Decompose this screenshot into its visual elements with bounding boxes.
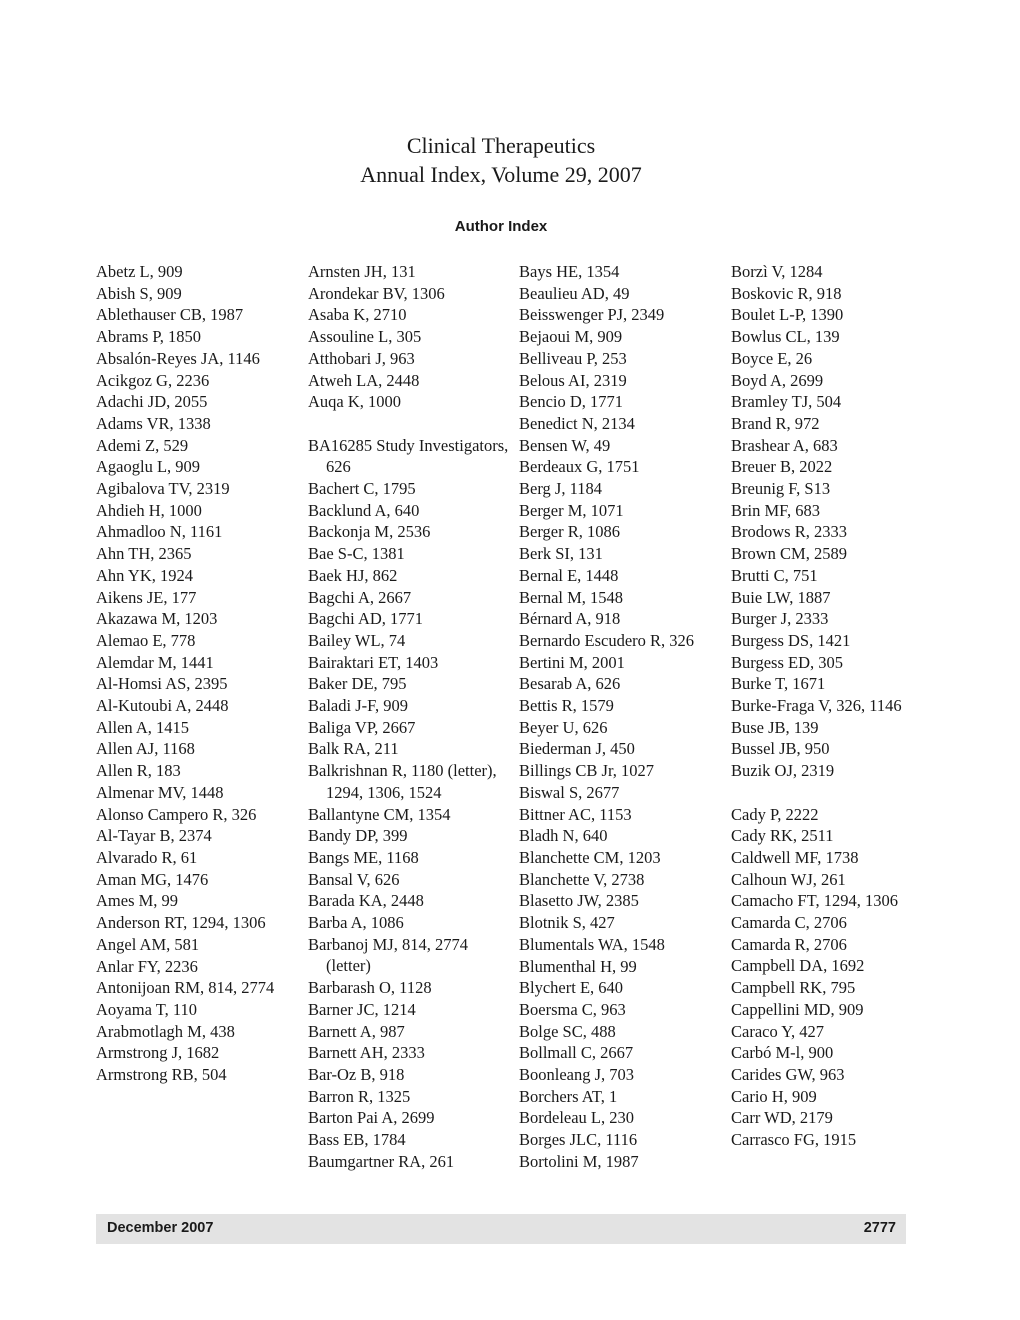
- author-entry: Baladi J-F, 909: [308, 696, 408, 716]
- author-entry: Berger R, 1086: [519, 522, 620, 542]
- author-entry: Arnsten JH, 131: [308, 262, 416, 281]
- author-entry: Armstrong J, 1682: [96, 1043, 220, 1063]
- author-entry: Benedict N, 2134: [519, 413, 635, 433]
- author-entry: Burgess ED, 305: [731, 652, 843, 672]
- author-entry: Bittner AC, 1153: [519, 804, 632, 824]
- author-entry: Anlar FY, 2236: [96, 956, 198, 976]
- author-entry: Carr WD, 2179: [731, 1108, 833, 1128]
- author-entry: Burke T, 1671: [731, 674, 826, 694]
- author-entry: Buse JB, 139: [731, 717, 819, 737]
- author-entry: Anderson RT, 1294, 1306: [96, 913, 266, 933]
- author-entry: Bae S-C, 1381: [308, 544, 405, 564]
- author-entry: Buzik OJ, 2319: [731, 761, 835, 781]
- author-entry: Al-Tayar B, 2374: [96, 826, 212, 846]
- author-entry: Bernal M, 1548: [519, 587, 624, 607]
- author-entry: Camarda R, 2706: [731, 934, 847, 954]
- author-entry: Allen R, 183: [96, 761, 181, 781]
- index-column-3: [519, 261, 724, 1173]
- author-entry: Carides GW, 963: [731, 1065, 845, 1084]
- index-column-4: [731, 261, 936, 1151]
- author-entry: Abish S, 909: [96, 283, 182, 303]
- author-entry: Blanchette V, 2738: [519, 869, 645, 889]
- author-entry: Backonja M, 2536: [308, 522, 431, 542]
- author-entry: Atweh LA, 2448: [308, 370, 420, 390]
- author-entry: Bays HE, 1354: [519, 262, 620, 281]
- author-entry: Burke-Fraga V, 326, 1146: [731, 696, 902, 716]
- author-entry: Brand R, 972: [731, 413, 820, 433]
- author-entry: Blanchette CM, 1203: [519, 847, 661, 867]
- author-entry: Bejaoui M, 909: [519, 327, 623, 347]
- page-footer: [96, 1214, 906, 1244]
- author-entry: Arondekar BV, 1306: [308, 283, 445, 303]
- author-entry: Beaulieu AD, 49: [519, 283, 630, 303]
- author-entry: Bencio D, 1771: [519, 392, 624, 412]
- author-entry: Adams VR, 1338: [96, 413, 211, 433]
- author-entry: Ahn YK, 1924: [96, 565, 194, 585]
- author-entry: Abetz L, 909: [96, 262, 183, 281]
- author-entry: Barner JC, 1214: [308, 999, 416, 1019]
- author-entry: Blumentals WA, 1548: [519, 934, 665, 954]
- author-entry: Balkrishnan R, 1180 (letter), 1294, 1306, 1524: [308, 761, 497, 802]
- author-entry: Boersma C, 963: [519, 999, 626, 1019]
- author-entry: Bolge SC, 488: [519, 1021, 616, 1041]
- author-entry: Belliveau P, 253: [519, 348, 627, 368]
- author-entry: Barbarash O, 1128: [308, 978, 432, 998]
- author-entry: Cady RK, 2511: [731, 826, 834, 846]
- author-entry: Angel AM, 581: [96, 934, 200, 954]
- author-entry: Bernal E, 1448: [519, 565, 619, 585]
- author-entry: Campbell RK, 795: [731, 978, 856, 998]
- author-entry: Brown CM, 2589: [731, 544, 847, 564]
- author-entry: Bachert C, 1795: [308, 479, 416, 499]
- author-entry: Bagchi A, 2667: [308, 587, 412, 607]
- author-entry: Barnett AH, 2333: [308, 1043, 425, 1063]
- author-entry: Adachi JD, 2055: [96, 392, 208, 412]
- author-entry: Barba A, 1086: [308, 913, 404, 933]
- author-entry: Aman MG, 1476: [96, 869, 209, 889]
- author-entry: Blumenthal H, 99: [519, 956, 637, 976]
- author-entry: Almenar MV, 1448: [96, 782, 224, 802]
- author-entry: Biederman J, 450: [519, 739, 635, 759]
- author-entry: Backlund A, 640: [308, 500, 420, 520]
- author-entry: Allen A, 1415: [96, 717, 190, 737]
- author-entry: Ballantyne CM, 1354: [308, 804, 451, 824]
- author-entry: Bernardo Escudero R, 326: [519, 630, 695, 650]
- author-entry: Alvarado R, 61: [96, 847, 198, 867]
- author-entry: Absalón-Reyes JA, 1146: [96, 348, 260, 368]
- author-entry: Auqa K, 1000: [308, 392, 402, 412]
- author-entry: Atthobari J, 963: [308, 348, 415, 368]
- author-entry: Abrams P, 1850: [96, 327, 201, 347]
- author-entry: Acikgoz G, 2236: [96, 370, 210, 390]
- author-entry: Brutti C, 751: [731, 565, 818, 585]
- author-entry: Bettis R, 1579: [519, 696, 614, 716]
- author-entry: Antonijoan RM, 814, 2774: [96, 978, 275, 998]
- author-entry: Arabmotlagh M, 438: [96, 1021, 235, 1041]
- author-entry: Ahmadloo N, 1161: [96, 522, 223, 542]
- author-entry: Blasetto JW, 2385: [519, 891, 639, 911]
- author-entry: Ahn TH, 2365: [96, 544, 192, 564]
- author-entry: Bairaktari ET, 1403: [308, 652, 439, 672]
- author-entry: Al-Homsi AS, 2395: [96, 674, 228, 694]
- author-entry: Boskovic R, 918: [731, 283, 842, 303]
- author-entry: Caraco Y, 427: [731, 1021, 825, 1041]
- author-entry: Blotnik S, 427: [519, 913, 615, 933]
- index-subtitle: Annual Index, Volume 29, 2007: [360, 162, 642, 187]
- author-entry: Cady P, 2222: [731, 804, 819, 824]
- author-entry: Camarda C, 2706: [731, 913, 847, 933]
- author-entry: Baek HJ, 862: [308, 565, 398, 585]
- author-entry: Aikens JE, 177: [96, 587, 197, 607]
- index-column-1: [96, 261, 301, 1086]
- author-entry: Bordeleau L, 230: [519, 1108, 635, 1128]
- author-entry: Baker DE, 795: [308, 674, 407, 694]
- author-entry: Buie LW, 1887: [731, 587, 831, 607]
- journal-title: Clinical Therapeutics: [406, 133, 596, 158]
- author-entry: Brodows R, 2333: [731, 522, 847, 542]
- author-entry: Bussel JB, 950: [731, 739, 830, 759]
- author-entry: Asaba K, 2710: [308, 305, 407, 325]
- author-entry: Ademi Z, 529: [96, 435, 189, 455]
- author-entry: Armstrong RB, 504: [96, 1065, 227, 1085]
- author-entry: Ames M, 99: [96, 891, 179, 911]
- author-entry: Carrasco FG, 1915: [731, 1130, 857, 1150]
- letter-gap: [308, 413, 513, 435]
- author-entry: Belous AI, 2319: [519, 370, 627, 390]
- author-entry: Alemao E, 778: [96, 630, 196, 650]
- author-entry: Alonso Campero R, 326: [96, 804, 257, 824]
- author-entry: Baumgartner RA, 261: [308, 1151, 455, 1171]
- author-entry: Borges JLC, 1116: [519, 1130, 638, 1150]
- author-entry: Assouline L, 305: [308, 327, 422, 347]
- author-entry: Breunig F, S13: [731, 479, 831, 499]
- author-entry: Burgess DS, 1421: [731, 630, 851, 650]
- author-entry: Beyer U, 626: [519, 717, 608, 737]
- author-entry: Barron R, 1325: [308, 1086, 411, 1106]
- author-entry: Allen AJ, 1168: [96, 739, 195, 759]
- author-entry: Berger M, 1071: [519, 500, 624, 520]
- author-entry: Burger J, 2333: [731, 609, 829, 629]
- author-entry: Ablethauser CB, 1987: [96, 305, 244, 325]
- author-entry: Bar-Oz B, 918: [308, 1065, 405, 1084]
- section-heading: Author Index: [454, 218, 548, 235]
- author-entry: Carbó M-l, 900: [731, 1043, 834, 1063]
- author-entry: Agaoglu L, 909: [96, 457, 201, 477]
- author-entry: Camacho FT, 1294, 1306: [731, 891, 898, 911]
- author-entry: Bérnard A, 918: [519, 609, 621, 629]
- author-entry: Aoyama T, 110: [96, 999, 197, 1019]
- author-entry: Bensen W, 49: [519, 435, 611, 455]
- author-entry: Bramley TJ, 504: [731, 392, 842, 412]
- author-entry: Bagchi AD, 1771: [308, 609, 424, 629]
- author-entry: BA16285 Study Investigators, 626: [308, 435, 509, 477]
- author-entry: Barbanoj MJ, 814, 2774 (letter): [308, 934, 468, 976]
- author-entry: Campbell DA, 1692: [731, 956, 865, 976]
- author-entry: Besarab A, 626: [519, 674, 621, 694]
- author-entry: Bladh N, 640: [519, 826, 608, 846]
- author-entry: Bailey WL, 74: [308, 630, 406, 650]
- author-entry: Barada KA, 2448: [308, 891, 424, 911]
- author-entry: Breuer B, 2022: [731, 457, 833, 477]
- author-entry: Borchers AT, 1: [519, 1086, 618, 1106]
- author-entry: Balk RA, 211: [308, 739, 399, 759]
- author-entry: Berdeaux G, 1751: [519, 457, 640, 477]
- author-entry: Bansal V, 626: [308, 869, 400, 889]
- author-entry: Bowlus CL, 139: [731, 327, 840, 347]
- author-entry: Brin MF, 683: [731, 500, 820, 520]
- author-entry: Bortolini M, 1987: [519, 1151, 639, 1171]
- author-entry: Bangs ME, 1168: [308, 847, 419, 867]
- author-entry: Agibalova TV, 2319: [96, 479, 230, 499]
- author-entry: Boonleang J, 703: [519, 1065, 635, 1085]
- author-entry: Alemdar M, 1441: [96, 652, 214, 672]
- page-number: 2777: [863, 1220, 896, 1236]
- author-entry: Baliga VP, 2667: [308, 717, 416, 737]
- author-entry: Blychert E, 640: [519, 978, 624, 998]
- author-entry: Bertini M, 2001: [519, 652, 625, 672]
- author-entry: Boyce E, 26: [731, 348, 813, 368]
- author-entry: Calhoun WJ, 261: [731, 869, 846, 889]
- author-entry: Borzì V, 1284: [731, 262, 823, 281]
- author-entry: Akazawa M, 1203: [96, 609, 218, 629]
- author-entry: Beisswenger PJ, 2349: [519, 305, 665, 325]
- author-entry: Barton Pai A, 2699: [308, 1108, 435, 1128]
- letter-gap: [731, 782, 936, 804]
- author-entry: Ahdieh H, 1000: [96, 500, 202, 520]
- author-entry: Biswal S, 2677: [519, 782, 620, 802]
- author-entry: Barnett A, 987: [308, 1021, 405, 1041]
- author-entry: Boyd A, 2699: [731, 370, 824, 390]
- author-entry: Brashear A, 683: [731, 435, 838, 455]
- author-entry: Berg J, 1184: [519, 479, 602, 499]
- author-entry: Al-Kutoubi A, 2448: [96, 696, 229, 716]
- index-column-2: [308, 261, 513, 1173]
- author-entry: Cappellini MD, 909: [731, 999, 864, 1019]
- author-entry: Caldwell MF, 1738: [731, 847, 859, 867]
- author-entry: Bollmall C, 2667: [519, 1043, 634, 1063]
- author-entry: Cario H, 909: [731, 1086, 817, 1106]
- author-entry: Bass EB, 1784: [308, 1130, 406, 1150]
- author-entry: Berk SI, 131: [519, 544, 603, 564]
- footer-date: December 2007: [107, 1220, 214, 1236]
- author-entry: Bandy DP, 399: [308, 826, 408, 846]
- author-entry: Boulet L-P, 1390: [731, 305, 844, 325]
- author-entry: Billings CB Jr, 1027: [519, 761, 655, 781]
